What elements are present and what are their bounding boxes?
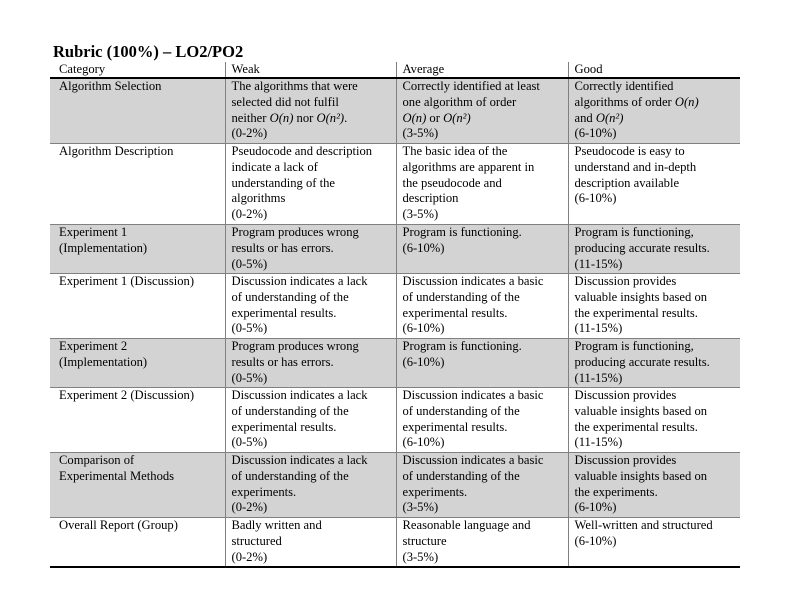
cell-text-line: selected did not fulfil	[231, 94, 339, 109]
cell-text-line: Discussion indicates a lack	[231, 274, 368, 288]
header-good: Good	[568, 62, 740, 78]
cell-text-line: Algorithm Description	[59, 144, 174, 158]
cell-text-line: Program is functioning,	[574, 339, 694, 353]
cell-text-line: The algorithms that were	[231, 79, 358, 93]
cell-text-line: Program produces wrong	[231, 339, 359, 353]
cell-text-line: Program is functioning.	[402, 339, 522, 353]
cell-text-line: Program is functioning.	[402, 225, 522, 239]
weak-cell	[225, 453, 396, 518]
math-expression: O(n)	[674, 94, 699, 109]
math-expression: O(n)	[269, 110, 294, 125]
average-cell	[396, 518, 568, 568]
rubric-body	[50, 78, 740, 567]
cell-text-line: Discussion indicates a basic	[402, 274, 544, 288]
category-cell	[50, 144, 225, 225]
cell-text-line: Experiment 1	[59, 225, 128, 239]
cell-text-line: Discussion provides	[574, 274, 677, 288]
cell-text-line: Correctly identified at least	[402, 79, 540, 93]
cell-text-line: indicate a lack of	[231, 159, 318, 174]
cell-text-line: results or has errors.	[231, 354, 334, 369]
cell-text-line: Discussion indicates a lack	[231, 453, 368, 467]
good-cell	[568, 144, 740, 225]
cell-text-line: Experimental Methods	[59, 468, 175, 483]
cell-text-line: experiments.	[231, 484, 297, 499]
score-range: (6-10%)	[574, 126, 617, 141]
cell-text-line: producing accurate results.	[574, 354, 710, 369]
weak-cell	[225, 388, 396, 453]
score-range: (6-10%)	[402, 321, 445, 336]
cell-text-line: description available	[574, 175, 680, 190]
score-range: (11-15%)	[574, 435, 623, 450]
cell-text-line: and O(n²)	[574, 110, 624, 125]
cell-text-line: algorithms are apparent in	[402, 159, 535, 174]
score-range: (0-5%)	[231, 370, 268, 385]
score-range: (6-10%)	[574, 191, 617, 206]
cell-text-line: the experimental results.	[574, 419, 698, 434]
average-cell	[396, 453, 568, 518]
cell-text-line: experimental results.	[402, 305, 508, 320]
average-cell	[396, 274, 568, 339]
score-range: (3-5%)	[402, 207, 439, 222]
cell-text-line: Correctly identified	[574, 79, 674, 93]
rubric-row	[50, 225, 740, 274]
cell-text-line: the experiments.	[574, 484, 658, 499]
cell-text-line: neither O(n) nor O(n²).	[231, 110, 348, 125]
category-cell	[50, 453, 225, 518]
math-expression: O(n²)	[443, 110, 471, 125]
average-cell	[396, 339, 568, 388]
category-cell	[50, 274, 225, 339]
weak-cell	[225, 144, 396, 225]
score-range: (0-2%)	[231, 549, 268, 564]
math-expression: O(n²)	[595, 110, 624, 125]
cell-text-line: experimental results.	[231, 419, 337, 434]
cell-text-line: results or has errors.	[231, 240, 334, 255]
cell-text-line: of understanding of the	[231, 289, 349, 304]
cell-text-line: Pseudocode and description	[231, 144, 373, 158]
cell-text-line: one algorithm of order	[402, 94, 517, 109]
cell-text-line: experimental results.	[402, 419, 508, 434]
cell-text-line: Discussion provides	[574, 388, 677, 402]
good-cell	[568, 518, 740, 568]
good-cell	[568, 78, 740, 144]
weak-cell	[225, 274, 396, 339]
category-cell	[50, 339, 225, 388]
cell-text-line: Algorithm Selection	[59, 79, 162, 93]
score-range: (6-10%)	[402, 435, 445, 450]
rubric-row	[50, 78, 740, 144]
cell-text-line: Badly written and	[231, 518, 322, 532]
cell-text-line: Program produces wrong	[231, 225, 359, 239]
rubric-row	[50, 388, 740, 453]
category-cell	[50, 388, 225, 453]
cell-text-line: of understanding of the	[402, 403, 520, 418]
rubric-table	[50, 62, 740, 568]
score-range: (0-2%)	[231, 500, 268, 515]
cell-text-line: understanding of the	[231, 175, 336, 190]
cell-text-line: structure	[402, 533, 447, 548]
cell-text-line: Experiment 1 (Discussion)	[59, 274, 195, 288]
math-expression: O(n²)	[316, 110, 345, 125]
cell-text-line: valuable insights based on	[574, 289, 708, 304]
score-range: (0-5%)	[231, 435, 268, 450]
average-cell	[396, 144, 568, 225]
good-cell	[568, 274, 740, 339]
rubric-row	[50, 453, 740, 518]
cell-text-line: of understanding of the	[402, 289, 520, 304]
weak-cell	[225, 518, 396, 568]
cell-text-line: Discussion indicates a basic	[402, 453, 544, 467]
score-range: (3-5%)	[402, 549, 439, 564]
cell-text-line: algorithms of order O(n)	[574, 94, 699, 109]
good-cell	[568, 388, 740, 453]
score-range: (6-10%)	[402, 240, 445, 255]
good-cell	[568, 339, 740, 388]
category-cell	[50, 225, 225, 274]
cell-text-line: the pseudocode and	[402, 175, 502, 190]
score-range: (11-15%)	[574, 321, 623, 336]
category-cell	[50, 518, 225, 568]
average-cell	[396, 225, 568, 274]
cell-text-line: Discussion indicates a lack	[231, 388, 368, 402]
rubric-row	[50, 274, 740, 339]
cell-text-line: O(n) or O(n²)	[402, 110, 471, 125]
category-cell	[50, 78, 225, 144]
score-range: (0-5%)	[231, 321, 268, 336]
score-range: (6-10%)	[402, 354, 445, 369]
score-range: (0-2%)	[231, 126, 268, 141]
score-range: (3-5%)	[402, 500, 439, 515]
score-range: (6-10%)	[574, 533, 617, 548]
cell-text-line: valuable insights based on	[574, 468, 708, 483]
cell-text-line: of understanding of the	[231, 468, 349, 483]
rubric-row	[50, 144, 740, 225]
good-cell	[568, 225, 740, 274]
cell-text-line: valuable insights based on	[574, 403, 708, 418]
cell-text-line: Well-written and structured	[574, 518, 713, 532]
cell-text-line: Experiment 2 (Discussion)	[59, 388, 195, 402]
rubric-row	[50, 339, 740, 388]
header-row	[50, 62, 740, 78]
score-range: (11-15%)	[574, 370, 623, 385]
good-cell	[568, 453, 740, 518]
header-weak: Weak	[225, 62, 396, 78]
cell-text-line: (Implementation)	[59, 354, 148, 369]
cell-text-line: understand and in-depth	[574, 159, 697, 174]
weak-cell	[225, 225, 396, 274]
cell-text-line: structured	[231, 533, 282, 548]
math-expression: O(n)	[402, 110, 427, 125]
cell-text-line: Overall Report (Group)	[59, 518, 178, 532]
cell-text-line: of understanding of the	[231, 403, 349, 418]
score-range: (0-5%)	[231, 256, 268, 271]
cell-text-line: Experiment 2	[59, 339, 128, 353]
cell-text-line: description	[402, 191, 459, 206]
cell-text-line: Comparison of	[59, 453, 135, 467]
score-range: (11-15%)	[574, 256, 623, 271]
score-range: (3-5%)	[402, 126, 439, 141]
cell-text-line: The basic idea of the	[402, 144, 508, 158]
rubric-row	[50, 518, 740, 568]
average-cell	[396, 388, 568, 453]
page-title: Rubric (100%) – LO2/PO2	[53, 42, 244, 61]
cell-text-line: (Implementation)	[59, 240, 148, 255]
cell-text-line: algorithms	[231, 191, 286, 206]
average-cell	[396, 78, 568, 144]
cell-text-line: experiments.	[402, 484, 468, 499]
score-range: (6-10%)	[574, 500, 617, 515]
score-range: (0-2%)	[231, 207, 268, 222]
cell-text-line: producing accurate results.	[574, 240, 710, 255]
cell-text-line: experimental results.	[231, 305, 337, 320]
cell-text-line: Discussion provides	[574, 453, 677, 467]
cell-text-line: Discussion indicates a basic	[402, 388, 544, 402]
cell-text-line: Pseudocode is easy to	[574, 144, 685, 158]
header-average: Average	[396, 62, 568, 78]
header-category: Category	[50, 62, 225, 78]
cell-text-line: the experimental results.	[574, 305, 698, 320]
cell-text-line: Program is functioning,	[574, 225, 694, 239]
weak-cell	[225, 78, 396, 144]
cell-text-line: Reasonable language and	[402, 518, 531, 532]
cell-text-line: of understanding of the	[402, 468, 520, 483]
weak-cell	[225, 339, 396, 388]
